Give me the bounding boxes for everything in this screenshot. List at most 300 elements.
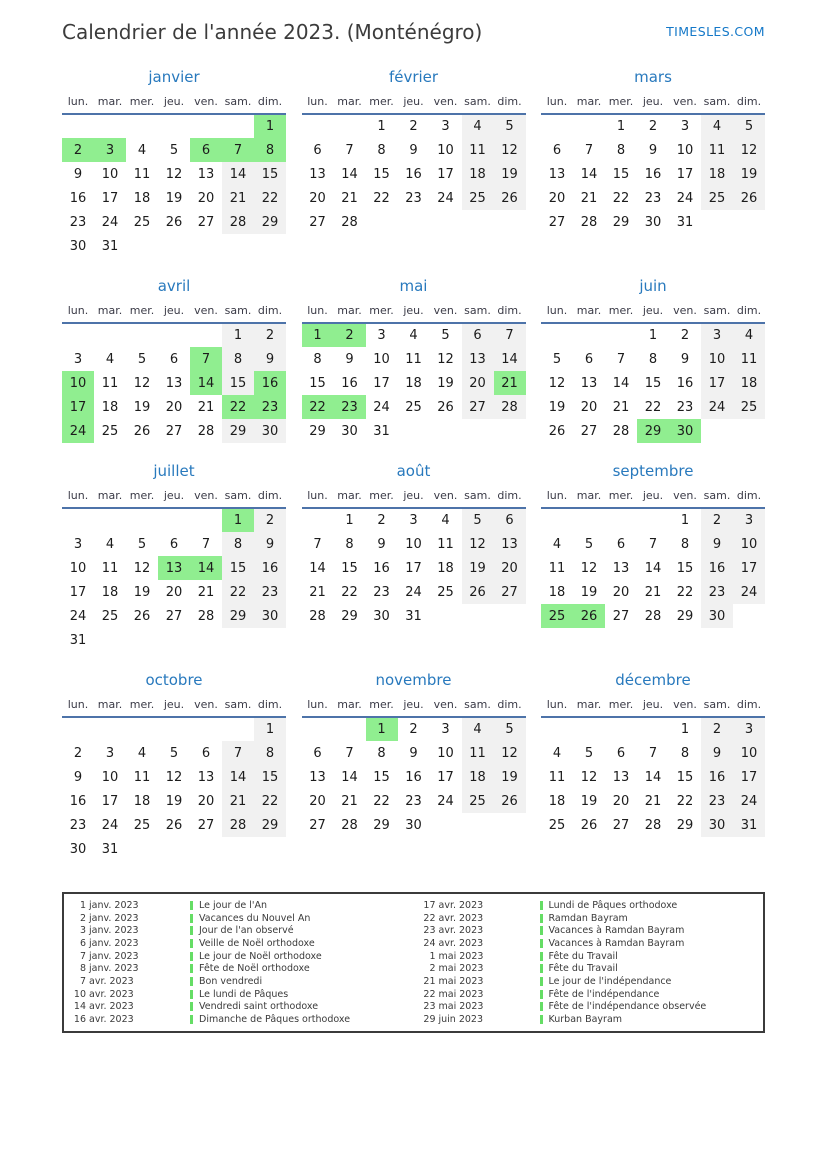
- month-juin: [541, 277, 765, 443]
- day-cell: 25: [405, 399, 422, 415]
- month-table: [541, 303, 765, 443]
- day-cell: 11: [701, 138, 733, 162]
- empty-cell: [462, 813, 494, 837]
- day-cell: 31: [405, 608, 422, 624]
- day-cell: 10: [733, 532, 765, 556]
- day-cell: 26: [733, 186, 765, 210]
- legend-row: [64, 1001, 414, 1014]
- day-cell: 9: [73, 166, 83, 182]
- empty-cell: [302, 717, 334, 741]
- day-cell: 6: [552, 142, 562, 158]
- day-cell: 18: [133, 793, 151, 809]
- weekday-header: dim.: [736, 489, 762, 502]
- month-avril: [62, 277, 286, 443]
- week-row: [62, 371, 286, 395]
- day-cell: 29: [222, 604, 254, 628]
- day-cell: 18: [462, 162, 494, 186]
- week-row: [62, 813, 286, 837]
- day-cell: 13: [197, 769, 215, 785]
- weekday-header: lun.: [546, 95, 568, 108]
- day-cell: 20: [309, 793, 326, 809]
- weekday-header: mer.: [608, 489, 634, 502]
- day-cell: 21: [197, 584, 215, 600]
- month-table: [541, 94, 765, 234]
- legend-row: [414, 924, 764, 937]
- day-cell: 16: [69, 793, 87, 809]
- day-cell: 6: [313, 142, 322, 158]
- week-row: [302, 138, 526, 162]
- day-cell: 12: [494, 741, 526, 765]
- day-cell: 3: [105, 745, 115, 761]
- empty-cell: [462, 210, 494, 234]
- week-row: [541, 347, 765, 371]
- legend-row: [64, 962, 414, 975]
- day-cell: 9: [409, 745, 418, 761]
- week-row: [302, 419, 526, 443]
- weekday-header: lun.: [546, 698, 568, 711]
- day-cell: 2: [254, 323, 286, 347]
- day-cell: 2: [701, 508, 733, 532]
- week-row: [302, 395, 526, 419]
- day-cell: 13: [548, 166, 566, 182]
- day-cell: 15: [373, 769, 390, 785]
- day-cell: 22: [254, 789, 286, 813]
- empty-cell: [126, 837, 158, 861]
- empty-cell: [190, 323, 222, 347]
- day-cell: 28: [222, 210, 254, 234]
- empty-cell: [126, 628, 158, 652]
- day-cell: 15: [373, 166, 390, 182]
- day-cell: 29: [676, 608, 694, 624]
- day-cell: 23: [405, 793, 422, 809]
- weekday-header: jeu.: [163, 95, 185, 108]
- day-cell: 20: [612, 793, 630, 809]
- empty-cell: [430, 604, 462, 628]
- day-cell: 29: [254, 813, 286, 837]
- day-cell: 25: [548, 817, 566, 833]
- day-cell: 26: [580, 817, 598, 833]
- day-cell: 6: [494, 508, 526, 532]
- day-cell: 27: [612, 817, 630, 833]
- legend-row: [64, 988, 414, 1001]
- weekday-header: dim.: [257, 304, 283, 317]
- month-title: juin: [639, 277, 667, 295]
- day-cell: 28: [644, 608, 662, 624]
- weekday-header: mar.: [576, 304, 602, 317]
- weekday-header: lun.: [67, 95, 89, 108]
- holiday-legend: [62, 892, 765, 1033]
- day-cell: 6: [616, 745, 626, 761]
- day-cell: 27: [494, 580, 526, 604]
- legend-date: 2 mai 2023: [429, 963, 484, 975]
- day-cell: 13: [612, 560, 630, 576]
- day-cell: 21: [197, 399, 215, 415]
- empty-cell: [158, 717, 190, 741]
- day-cell: 27: [165, 608, 183, 624]
- empty-cell: [190, 508, 222, 532]
- month-table: [302, 94, 526, 234]
- legend-row: [64, 924, 414, 937]
- legend-row: [64, 1013, 414, 1026]
- day-cell: 6: [313, 745, 322, 761]
- legend-row: [414, 1001, 764, 1014]
- day-cell: 4: [105, 351, 115, 367]
- day-cell: 12: [165, 769, 183, 785]
- legend-date: 23 avr. 2023: [423, 925, 484, 937]
- legend-row: [64, 950, 414, 963]
- empty-cell: [190, 837, 222, 861]
- day-cell: 28: [197, 608, 215, 624]
- day-cell: 28: [309, 608, 326, 624]
- legend-holiday-name: Le jour de l'An: [199, 899, 268, 911]
- empty-cell: [254, 837, 286, 861]
- day-cell: 25: [541, 604, 573, 628]
- week-row: [62, 604, 286, 628]
- day-cell: 28: [222, 813, 254, 837]
- week-row: [302, 347, 526, 371]
- month-table: [302, 697, 526, 837]
- day-cell: 8: [377, 142, 386, 158]
- day-cell: 26: [548, 423, 566, 439]
- empty-cell: [158, 114, 190, 138]
- week-row: [62, 114, 286, 138]
- month-février: [302, 68, 526, 258]
- empty-cell: [62, 114, 94, 138]
- day-cell: 23: [676, 399, 694, 415]
- day-cell: 27: [548, 214, 566, 230]
- day-cell: 22: [373, 190, 390, 206]
- day-cell: 17: [373, 375, 390, 391]
- day-cell: 27: [309, 214, 326, 230]
- day-cell: 10: [676, 142, 694, 158]
- day-cell: 18: [701, 162, 733, 186]
- day-cell: 7: [648, 745, 658, 761]
- day-cell: 17: [733, 765, 765, 789]
- day-cell: 16: [701, 556, 733, 580]
- day-cell: 10: [437, 142, 454, 158]
- day-cell: 19: [133, 399, 151, 415]
- week-row: [541, 813, 765, 837]
- weekday-header: jeu.: [403, 698, 424, 711]
- month-septembre: [541, 462, 765, 652]
- day-cell: 6: [462, 323, 494, 347]
- day-cell: 5: [169, 142, 179, 158]
- day-cell: 23: [405, 190, 422, 206]
- day-cell: 30: [69, 238, 87, 254]
- day-cell: 23: [69, 214, 87, 230]
- weekday-header: dim.: [736, 698, 762, 711]
- week-row: [541, 765, 765, 789]
- day-cell: 22: [644, 399, 662, 415]
- day-cell: 7: [201, 536, 211, 552]
- day-cell: 13: [612, 769, 630, 785]
- day-cell: 17: [676, 166, 694, 182]
- weekday-header: sam.: [703, 304, 731, 317]
- holiday-marker-bar: [190, 901, 193, 910]
- day-cell: 19: [462, 556, 494, 580]
- day-cell: 23: [701, 789, 733, 813]
- day-cell: 7: [616, 351, 626, 367]
- empty-cell: [733, 419, 765, 443]
- week-row: [302, 210, 526, 234]
- day-cell: 27: [580, 423, 598, 439]
- day-cell: 5: [552, 351, 562, 367]
- day-cell: 10: [373, 351, 390, 367]
- empty-cell: [334, 114, 366, 138]
- legend-holiday-name: Vacances à Ramdan Bayram: [548, 937, 685, 949]
- day-cell: 12: [548, 375, 566, 391]
- empty-cell: [398, 419, 430, 443]
- day-cell: 29: [373, 817, 390, 833]
- day-cell: 13: [580, 375, 598, 391]
- day-cell: 1: [366, 717, 398, 741]
- day-cell: 20: [165, 584, 183, 600]
- week-row: [541, 162, 765, 186]
- day-cell: 14: [190, 556, 222, 580]
- empty-cell: [126, 234, 158, 258]
- day-cell: 18: [548, 584, 566, 600]
- legend-holiday-name: Veille de Noël orthodoxe: [199, 937, 315, 949]
- week-row: [541, 395, 765, 419]
- holiday-marker-bar: [540, 914, 543, 923]
- empty-cell: [190, 114, 222, 138]
- legend-date: 24 avr. 2023: [423, 937, 484, 949]
- empty-cell: [158, 628, 190, 652]
- empty-cell: [126, 114, 158, 138]
- month-title: août: [396, 462, 431, 480]
- day-cell: 31: [373, 423, 390, 439]
- day-cell: 8: [680, 745, 690, 761]
- day-cell: 9: [701, 741, 733, 765]
- month-table: [62, 303, 286, 443]
- month-janvier: [62, 68, 286, 258]
- holiday-marker-bar: [540, 964, 543, 973]
- day-cell: 6: [201, 745, 211, 761]
- day-cell: 6: [584, 351, 594, 367]
- weekday-header: dim.: [497, 489, 522, 502]
- day-cell: 7: [494, 323, 526, 347]
- month-title: janvier: [148, 68, 200, 86]
- legend-date: 10 avr. 2023: [73, 988, 134, 1000]
- day-cell: 18: [548, 793, 566, 809]
- day-cell: 1: [222, 508, 254, 532]
- weekday-header: jeu.: [642, 489, 664, 502]
- weekday-header: mar.: [97, 304, 123, 317]
- weekday-header: lun.: [67, 304, 89, 317]
- legend-holiday-name: Jour de l'an observé: [199, 925, 294, 937]
- day-cell: 20: [197, 793, 215, 809]
- day-cell: 8: [254, 138, 286, 162]
- day-cell: 14: [644, 560, 662, 576]
- empty-cell: [302, 508, 334, 532]
- day-cell: 7: [222, 741, 254, 765]
- day-cell: 18: [437, 560, 454, 576]
- legend-date: 7 avr. 2023: [79, 975, 134, 987]
- empty-cell: [222, 628, 254, 652]
- week-row: [302, 114, 526, 138]
- empty-cell: [494, 813, 526, 837]
- day-cell: 24: [69, 608, 87, 624]
- month-juillet: [62, 462, 286, 652]
- day-cell: 17: [733, 556, 765, 580]
- day-cell: 25: [437, 584, 454, 600]
- day-cell: 31: [101, 238, 119, 254]
- day-cell: 5: [494, 717, 526, 741]
- day-cell: 12: [580, 560, 598, 576]
- weekday-header: dim.: [497, 95, 522, 108]
- day-cell: 11: [101, 375, 119, 391]
- day-cell: 29: [341, 608, 358, 624]
- day-cell: 15: [254, 162, 286, 186]
- week-row: [62, 138, 286, 162]
- day-cell: 26: [494, 186, 526, 210]
- legend-date: 7 janv. 2023: [79, 950, 139, 962]
- empty-cell: [637, 717, 669, 741]
- day-cell: 2: [409, 119, 418, 134]
- week-row: [62, 628, 286, 652]
- weekday-header: ven.: [194, 698, 218, 711]
- day-cell: 28: [644, 817, 662, 833]
- page-title: Calendrier de l'année 2023. (Monténégro): [62, 20, 483, 44]
- day-cell: 28: [341, 817, 358, 833]
- empty-cell: [62, 717, 94, 741]
- day-cell: 13: [494, 532, 526, 556]
- empty-cell: [254, 628, 286, 652]
- day-cell: 15: [222, 556, 254, 580]
- weekday-header: ven.: [194, 489, 218, 502]
- day-cell: 4: [441, 513, 450, 528]
- empty-cell: [222, 717, 254, 741]
- site-link[interactable]: TIMESLES.COM: [666, 24, 765, 39]
- legend-row: [414, 950, 764, 963]
- legend-holiday-name: Lundi de Pâques orthodoxe: [548, 899, 678, 911]
- day-cell: 1: [254, 717, 286, 741]
- weekday-header: mer.: [129, 489, 155, 502]
- day-cell: 24: [733, 580, 765, 604]
- empty-cell: [733, 210, 765, 234]
- week-row: [302, 580, 526, 604]
- weekday-header: lun.: [67, 489, 89, 502]
- empty-cell: [94, 508, 126, 532]
- legend-holiday-name: Kurban Bayram: [548, 1014, 623, 1026]
- month-title: novembre: [375, 671, 452, 689]
- day-cell: 3: [733, 508, 765, 532]
- day-cell: 16: [341, 375, 358, 391]
- day-cell: 6: [616, 536, 626, 552]
- holiday-marker-bar: [190, 939, 193, 948]
- week-row: [302, 765, 526, 789]
- weekday-header: sam.: [464, 698, 491, 711]
- weekday-header: ven.: [673, 304, 697, 317]
- holiday-marker-bar: [540, 939, 543, 948]
- day-cell: 2: [334, 323, 366, 347]
- day-cell: 9: [73, 769, 83, 785]
- week-row: [62, 347, 286, 371]
- weekday-header: jeu.: [403, 489, 424, 502]
- day-cell: 14: [580, 166, 598, 182]
- day-cell: 7: [648, 536, 658, 552]
- legend-holiday-name: Vacances à Ramdan Bayram: [548, 925, 685, 937]
- day-cell: 1: [345, 513, 354, 528]
- week-row: [62, 323, 286, 347]
- legend-date: 17 avr. 2023: [423, 899, 484, 911]
- month-table: [302, 303, 526, 443]
- empty-cell: [94, 628, 126, 652]
- day-cell: 24: [437, 793, 454, 809]
- weekday-header: jeu.: [642, 304, 664, 317]
- day-cell: 21: [309, 584, 326, 600]
- day-cell: 21: [341, 793, 358, 809]
- legend-holiday-name: Fête de l'indépendance observée: [548, 1001, 707, 1013]
- weekday-header: jeu.: [403, 95, 424, 108]
- day-cell: 17: [701, 371, 733, 395]
- week-row: [541, 556, 765, 580]
- day-cell: 3: [680, 119, 690, 134]
- weekday-header: jeu.: [403, 304, 424, 317]
- day-cell: 11: [133, 166, 151, 182]
- weekday-header: mer.: [129, 304, 155, 317]
- day-cell: 8: [254, 741, 286, 765]
- legend-row: [414, 975, 764, 988]
- day-cell: 11: [133, 769, 151, 785]
- day-cell: 24: [676, 190, 694, 206]
- day-cell: 1: [616, 119, 626, 134]
- week-row: [62, 508, 286, 532]
- empty-cell: [158, 323, 190, 347]
- weekday-header: mer.: [608, 95, 634, 108]
- legend-date: 8 janv. 2023: [79, 963, 139, 975]
- month-table: [62, 488, 286, 652]
- day-cell: 2: [680, 328, 690, 343]
- day-cell: 5: [137, 536, 147, 552]
- day-cell: 16: [69, 190, 87, 206]
- day-cell: 13: [165, 375, 183, 391]
- day-cell: 16: [254, 556, 286, 580]
- legend-row: [414, 988, 764, 1001]
- empty-cell: [62, 323, 94, 347]
- day-cell: 2: [409, 722, 418, 737]
- empty-cell: [605, 323, 637, 347]
- month-mai: [302, 277, 526, 443]
- day-cell: 17: [101, 190, 119, 206]
- legend-holiday-name: Bon vendredi: [199, 975, 263, 987]
- day-cell: 21: [644, 584, 662, 600]
- day-cell: 19: [133, 584, 151, 600]
- week-row: [541, 210, 765, 234]
- week-row: [541, 419, 765, 443]
- day-cell: 26: [437, 399, 454, 415]
- day-cell: 21: [222, 789, 254, 813]
- weekday-header: mer.: [369, 304, 394, 317]
- day-cell: 17: [69, 584, 87, 600]
- holiday-marker-bar: [540, 1015, 543, 1024]
- holiday-marker-bar: [540, 977, 543, 986]
- weekday-header: sam.: [224, 489, 252, 502]
- empty-cell: [190, 628, 222, 652]
- legend-row: [414, 937, 764, 950]
- holiday-marker-bar: [190, 990, 193, 999]
- weekday-header: ven.: [673, 489, 697, 502]
- week-row: [541, 789, 765, 813]
- day-cell: 27: [197, 214, 215, 230]
- day-cell: 10: [733, 741, 765, 765]
- day-cell: 2: [62, 138, 94, 162]
- day-cell: 18: [101, 399, 119, 415]
- day-cell: 3: [441, 119, 450, 134]
- day-cell: 4: [462, 114, 494, 138]
- day-cell: 31: [733, 813, 765, 837]
- weekday-header: mar.: [576, 95, 602, 108]
